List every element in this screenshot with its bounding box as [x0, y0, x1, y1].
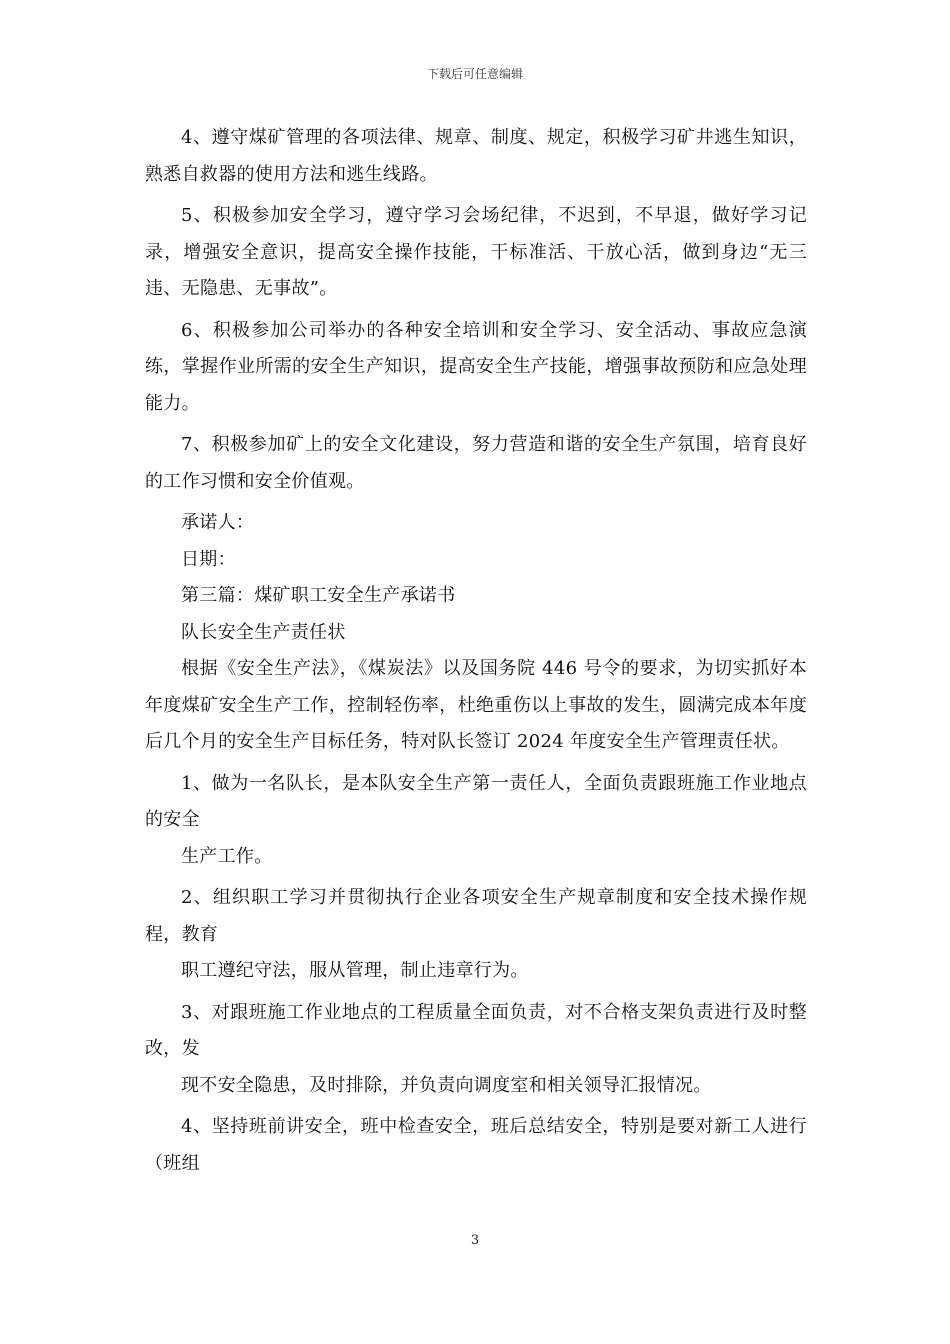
duty-3: 3、对跟班施工作业地点的工程质量全面负责，对不合格支架负责进行及时整改，发	[145, 1001, 807, 1059]
paragraph-rule-6: 6、积极参加公司举办的各种安全培训和安全学习、安全活动、事故应急演练，掌握作业所需的安全生产知识，提高安全生产技能，增强事故预防和应急处理能力。	[145, 319, 807, 414]
page-header: 下载后可任意编辑	[426, 67, 523, 81]
date-label: 日期：	[181, 548, 236, 570]
duty-2-continued: 职工遵纪守法，服从管理，制止违章行为。	[181, 960, 529, 981]
duty-2: 2、组织职工学习并贯彻执行企业各项安全生产规章制度和安全技术操作规程，教育	[145, 887, 807, 945]
paragraph-rule-5: 5、积极参加安全学习，遵守学习会场纪律，不迟到，不早退，做好学习记录，增强安全意识，提高安全操作技能，干标准活、干放心活，做到身边“无三违、无隐患、无事故”。	[145, 205, 807, 299]
paragraph-rule-7: 7、积极参加矿上的安全文化建设，努力营造和谐的安全生产氛围，培育良好的工作习惯和安全价值观。	[145, 434, 807, 492]
section-title: 第三篇：煤矿职工安全生产承诺书	[181, 585, 456, 606]
document-title: 队长安全生产责任状	[181, 621, 346, 643]
document-body	[145, 120, 807, 1182]
promisor-label: 承诺人：	[181, 512, 255, 533]
page-number: 3	[470, 1233, 480, 1248]
duty-1: 1、做为一名队长，是本队安全生产第一责任人，全面负责跟班施工作业地点的安全	[145, 772, 807, 830]
intro-paragraph: 根据《安全生产法》，《煤炭法》以及国务院 446 号令的要求，为切实抓好本年度煤矿安全生产工作，控制轻伤率，杜绝重伤以上事故的发生，圆满完成本年度后几个月的安全生产目标任务，特对队长签订 2024 年度安全生产管理责任状。	[145, 658, 807, 752]
duty-1-continued: 生产工作。	[181, 845, 273, 867]
paragraph-rule-4: 4、遵守煤矿管理的各项法律、规章、制度、规定，积极学习矿井逃生知识，熟悉自救器的使用方法和逃生线路。	[145, 127, 807, 185]
duty-4: 4、坚持班前讲安全，班中检查安全，班后总结安全，特别是要对新工人进行（班组	[145, 1116, 807, 1174]
duty-3-continued: 现不安全隐患，及时排除，并负责向调度室和相关领导汇报情况。	[181, 1074, 712, 1096]
